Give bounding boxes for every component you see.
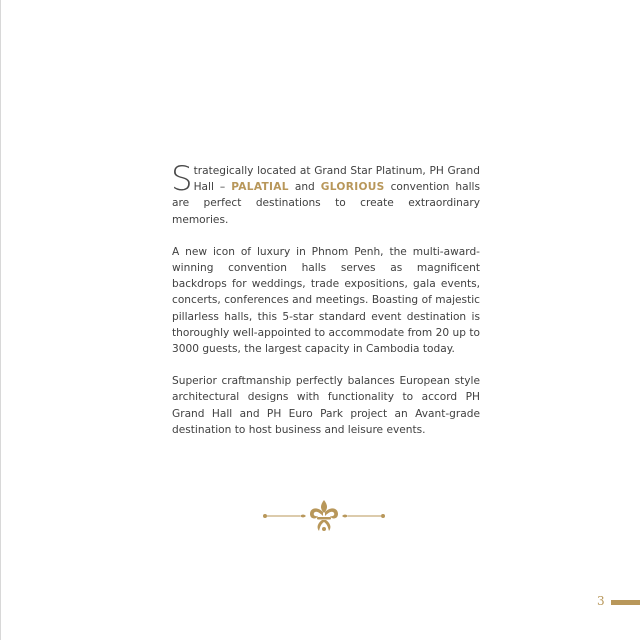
fleur-de-lis-divider-icon: [262, 496, 386, 536]
page-edge-rule: [0, 0, 1, 640]
highlight-glorious: GLORIOUS: [320, 181, 385, 194]
page-number: 3: [597, 594, 605, 608]
intro-text-2: and: [288, 181, 321, 194]
highlight-palatial: PALATIAL: [231, 181, 289, 194]
page-number-bar: [611, 600, 640, 605]
intro-text-3: convention halls are perfect destinations to create extraordinary memories.: [172, 181, 480, 226]
body-text: [171, 159, 480, 438]
drop-cap: S: [171, 159, 193, 199]
craftmanship-paragraph: Superior craftmanship perfectly balances European style architectural designs with functionality to accord PH Grand Hall and PH Euro Park project an Avant-grade destination to host business and leisure events.: [172, 375, 480, 436]
luxury-paragraph: A new icon of luxury in Phnom Penh, the multi-award-winning convention halls serves as magnificent backdrops for weddings, trade expositions, gala events, concerts, conferences and meetings. Boasting of majestic pillarless halls, this 5-star standard event destination is thoroughly well-appointed to accommodate from 20 up to 3000 guests, the largest capacity in Cambodia today.: [172, 245, 480, 356]
intro-text-1: trategically located at Grand Star Platinum, PH Grand Hall –: [193, 165, 480, 194]
intro-paragraph: [171, 159, 480, 228]
